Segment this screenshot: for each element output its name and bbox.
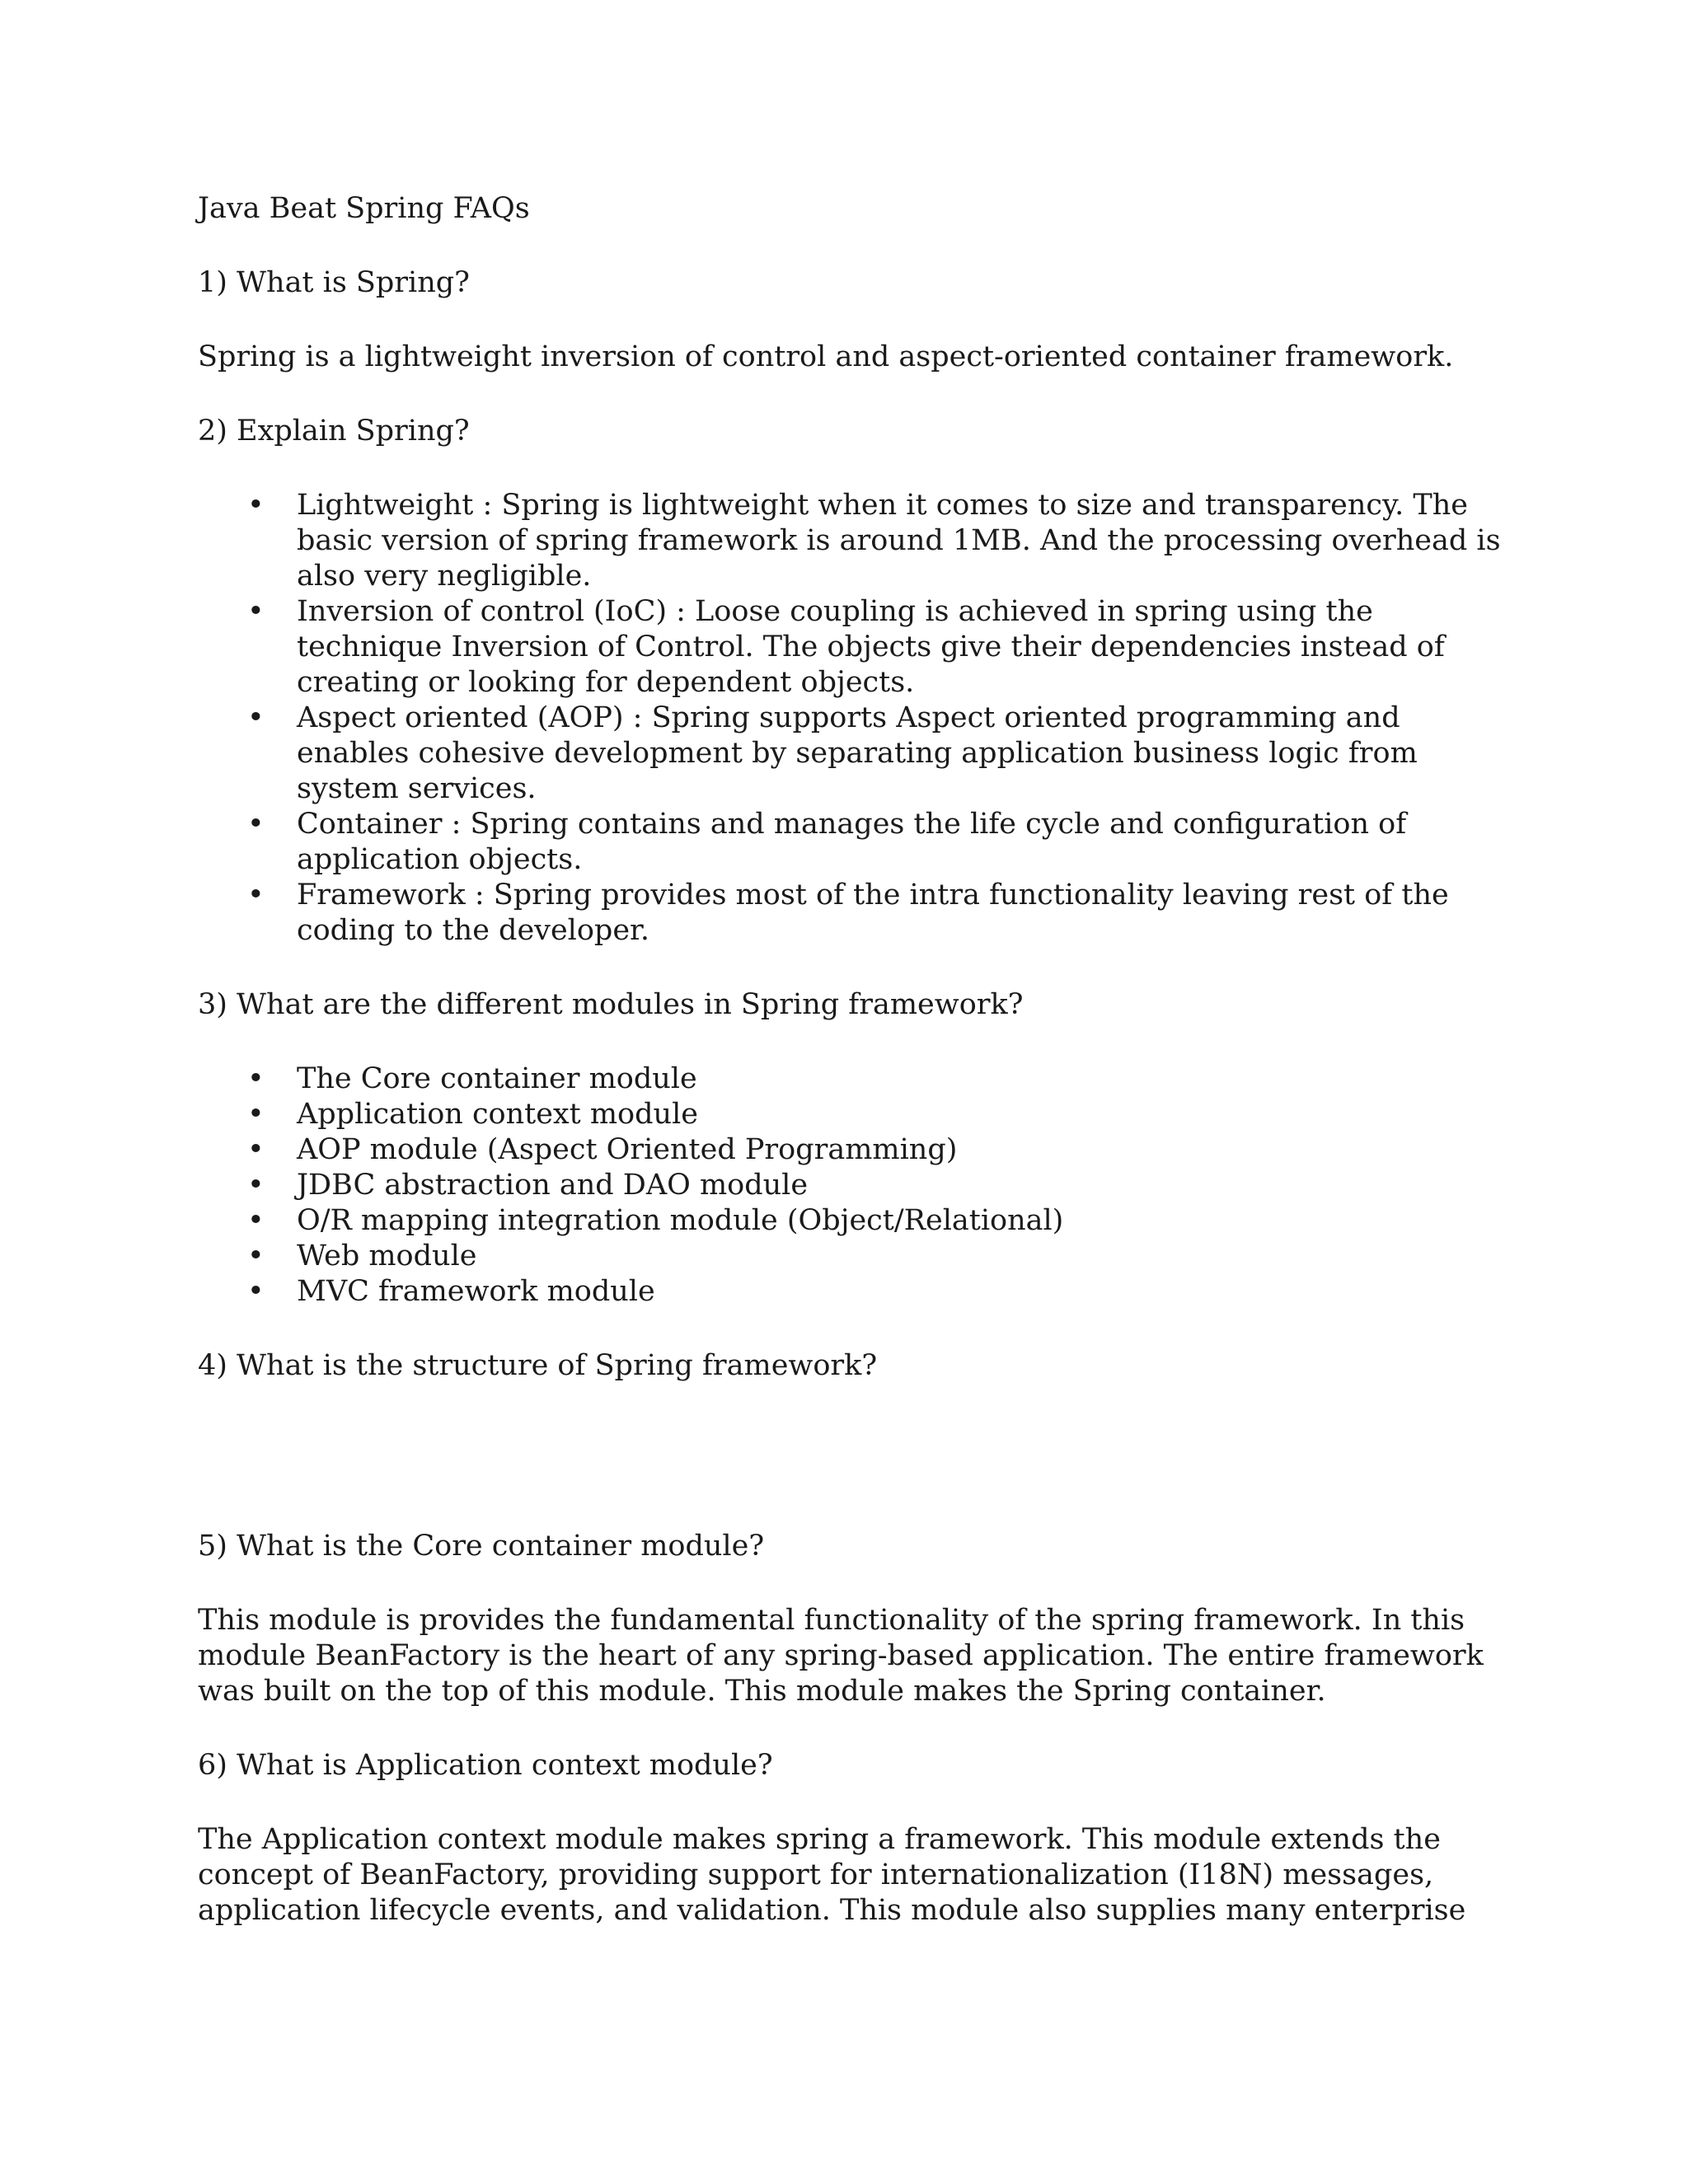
list-item — [198, 878, 1517, 949]
list-item-text: Lightweight : Spring is lightweight when it comes to size and transparency. The basic version of spring framework is around 1MB. And the processing overhead is also very negligible. — [297, 489, 1501, 593]
bullet-icon: • — [247, 489, 265, 522]
document-title: Java Beat Spring FAQs — [198, 192, 530, 225]
bullet-icon: • — [247, 1275, 265, 1308]
list-item — [198, 1274, 1517, 1310]
bullet-icon: • — [247, 1240, 265, 1272]
list-item-text: Aspect oriented (AOP) : Spring supports Aspect oriented programming and enables cohesive development by separating application business logic from system services. — [297, 701, 1418, 805]
list-item-text: MVC framework module — [297, 1275, 655, 1308]
list-item — [198, 488, 1517, 594]
question-5: 5) What is the Core container module? — [198, 1530, 765, 1563]
question-4: 4) What is the structure of Spring framework? — [198, 1349, 878, 1382]
list-item — [198, 1132, 1517, 1168]
list-item-text: JDBC abstraction and DAO module — [297, 1169, 809, 1202]
list-item-text: O/R mapping integration module (Object/Relational) — [297, 1204, 1064, 1237]
list-item — [198, 1239, 1517, 1274]
question-1: 1) What is Spring? — [198, 266, 470, 299]
list-item-text: Web module — [297, 1240, 477, 1272]
list-item — [198, 1168, 1517, 1203]
list-item — [198, 807, 1517, 878]
question-6: 6) What is Application context module? — [198, 1749, 773, 1782]
answer-1: Spring is a lightweight inversion of control and aspect-oriented container framework. — [198, 340, 1454, 373]
bullet-icon: • — [247, 1169, 265, 1202]
list-item — [198, 1203, 1517, 1239]
bullet-icon: • — [247, 1098, 265, 1131]
bullet-icon: • — [247, 1062, 265, 1095]
list-item — [198, 1097, 1517, 1132]
question-2: 2) Explain Spring? — [198, 415, 470, 448]
list-item-text: Framework : Spring provides most of the intra functionality leaving rest of the coding to the developer. — [297, 879, 1449, 947]
list-item-text: Application context module — [297, 1098, 698, 1131]
bullet-icon: • — [247, 1133, 265, 1166]
bullet-icon: • — [247, 879, 265, 912]
list-item-text: AOP module (Aspect Oriented Programming) — [297, 1133, 958, 1166]
bullet-icon: • — [247, 808, 265, 841]
question-3: 3) What are the different modules in Spring framework? — [198, 988, 1024, 1021]
answer-5: This module is provides the fundamental functionality of the spring framework. In this module BeanFactory is the heart of any spring-based application. The entire framework was built on the top of this module. This module makes the Spring container. — [198, 1604, 1484, 1708]
list-item — [198, 701, 1517, 807]
modules-list — [198, 1062, 1517, 1310]
list-item-text: Inversion of control (IoC) : Loose coupling is achieved in spring using the technique Inversion of Control. The objects give their dependencies instead of creating or looking for dependent objects. — [297, 595, 1445, 699]
bullet-icon: • — [247, 701, 265, 734]
explain-spring-list — [198, 488, 1517, 949]
bullet-icon: • — [247, 1204, 265, 1237]
list-item-text: The Core container module — [297, 1062, 697, 1095]
answer-6: The Application context module makes spring a framework. This module extends the concept of BeanFactory, providing support for internationalization (I18N) messages, application lifecycle events, and validation. This module also supplies many enterprise — [198, 1823, 1466, 1927]
bullet-icon: • — [247, 595, 265, 628]
document-page — [198, 191, 1517, 1929]
list-item — [198, 1062, 1517, 1097]
list-item-text: Container : Spring contains and manages the life cycle and configuration of application objects. — [297, 808, 1407, 876]
list-item — [198, 594, 1517, 701]
